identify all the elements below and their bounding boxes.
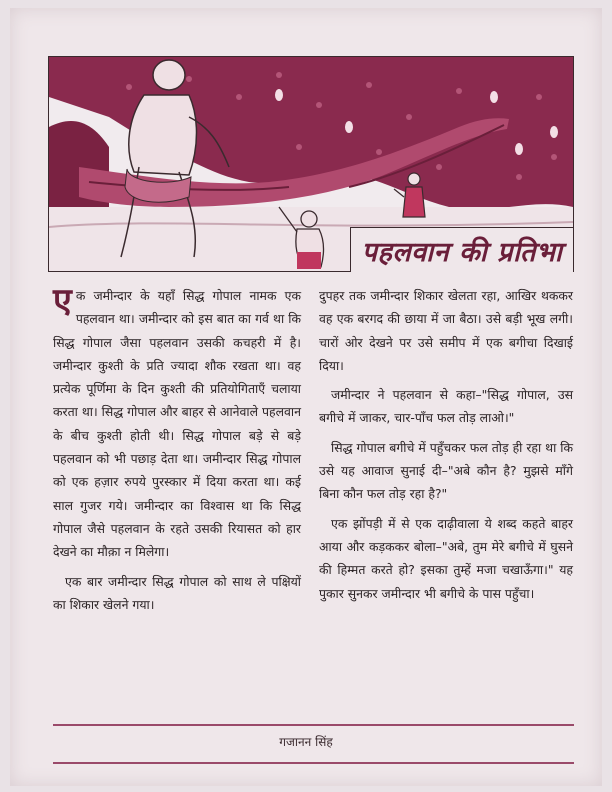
paragraph: [53, 281, 301, 564]
right-column: [319, 284, 573, 611]
paragraph: एक झोंपड़ी में से एक दाढ़ीवाला ये शब्द कहते बाहर आया और कड़ककर बोला–"अबे, तुम मेरे बगीचे में घुसने की हिम्मत करते हो? इसका तुम्हें मजा चखाऊँगा।" यह पुकार सुनकर जमीन्दार भी बगीचे के पास पहुँचा।: [319, 515, 573, 601]
divider-top: [53, 724, 574, 726]
story-title: पहलवान की प्रतिभा: [361, 236, 563, 268]
divider-bottom: [53, 762, 574, 764]
story-title-box: [350, 227, 573, 272]
drop-cap: ए: [53, 281, 72, 321]
paragraph: दुपहर तक जमीन्दार शिकार खेलता रहा, आखिर थककर वह एक बरगद की छाया में जा बैठा। उसे बड़ी भूख लगी। चारों ओर देखने पर उसे समीप में एक बगीचा दिखाई दिया।: [319, 288, 573, 373]
paragraph: एक बार जमीन्दार सिद्ध गोपाल को साथ ले पक्षियों का शिकार खेलने गया।: [53, 573, 301, 612]
paragraph: जमीन्दार ने पहलवान से कहा–"सिद्ध गोपाल, उस बगीचे में जाकर, चार-पाँच फल तोड़ लाओ।": [319, 387, 573, 426]
left-column: [53, 281, 301, 622]
paragraph: सिद्ध गोपाल बगीचे में पहुँचकर फल तोड़ ही रहा था कि उसे यह आवाज सुनाई दी–"अबे कौन है? मुझसे माँगे बिना कौन फल तोड़ रहा है?": [319, 439, 573, 502]
paragraph-text: क जमीन्दार के यहाँ सिद्ध गोपाल नामक एक पहलवान था। जमीन्दार को इस बात का गर्व था कि सिद्ध गोपाल जैसा पहलवान उसकी कचहरी में है। जमीन्दार कुश्ती के प्रति ज्यादा शौक रखता था। वह प्रत्येक पूर्णिमा के दिन कुश्ती की प्रतियोगिताएँ चलाया करता था। सिद्ध गोपाल और बाहर से आनेवाले पहलवान के बीच कुश्ती होती थी। सिद्ध गोपाल बड़े से बड़े पहलवान को भी पछाड़ देता था। जमीन्दार सिद्ध गोपाल को एक हज़ार रुपये पुरस्कार में दिया करता था। कई साल गुजर गये। जमीन्दार का विश्वास था कि सिद्ध गोपाल जैसे पहलवान के रहते उसकी रियासत को हार देखने का मौक़ा न मिलेगा।: [53, 288, 301, 560]
author-name: गजानन सिंह: [279, 735, 333, 749]
